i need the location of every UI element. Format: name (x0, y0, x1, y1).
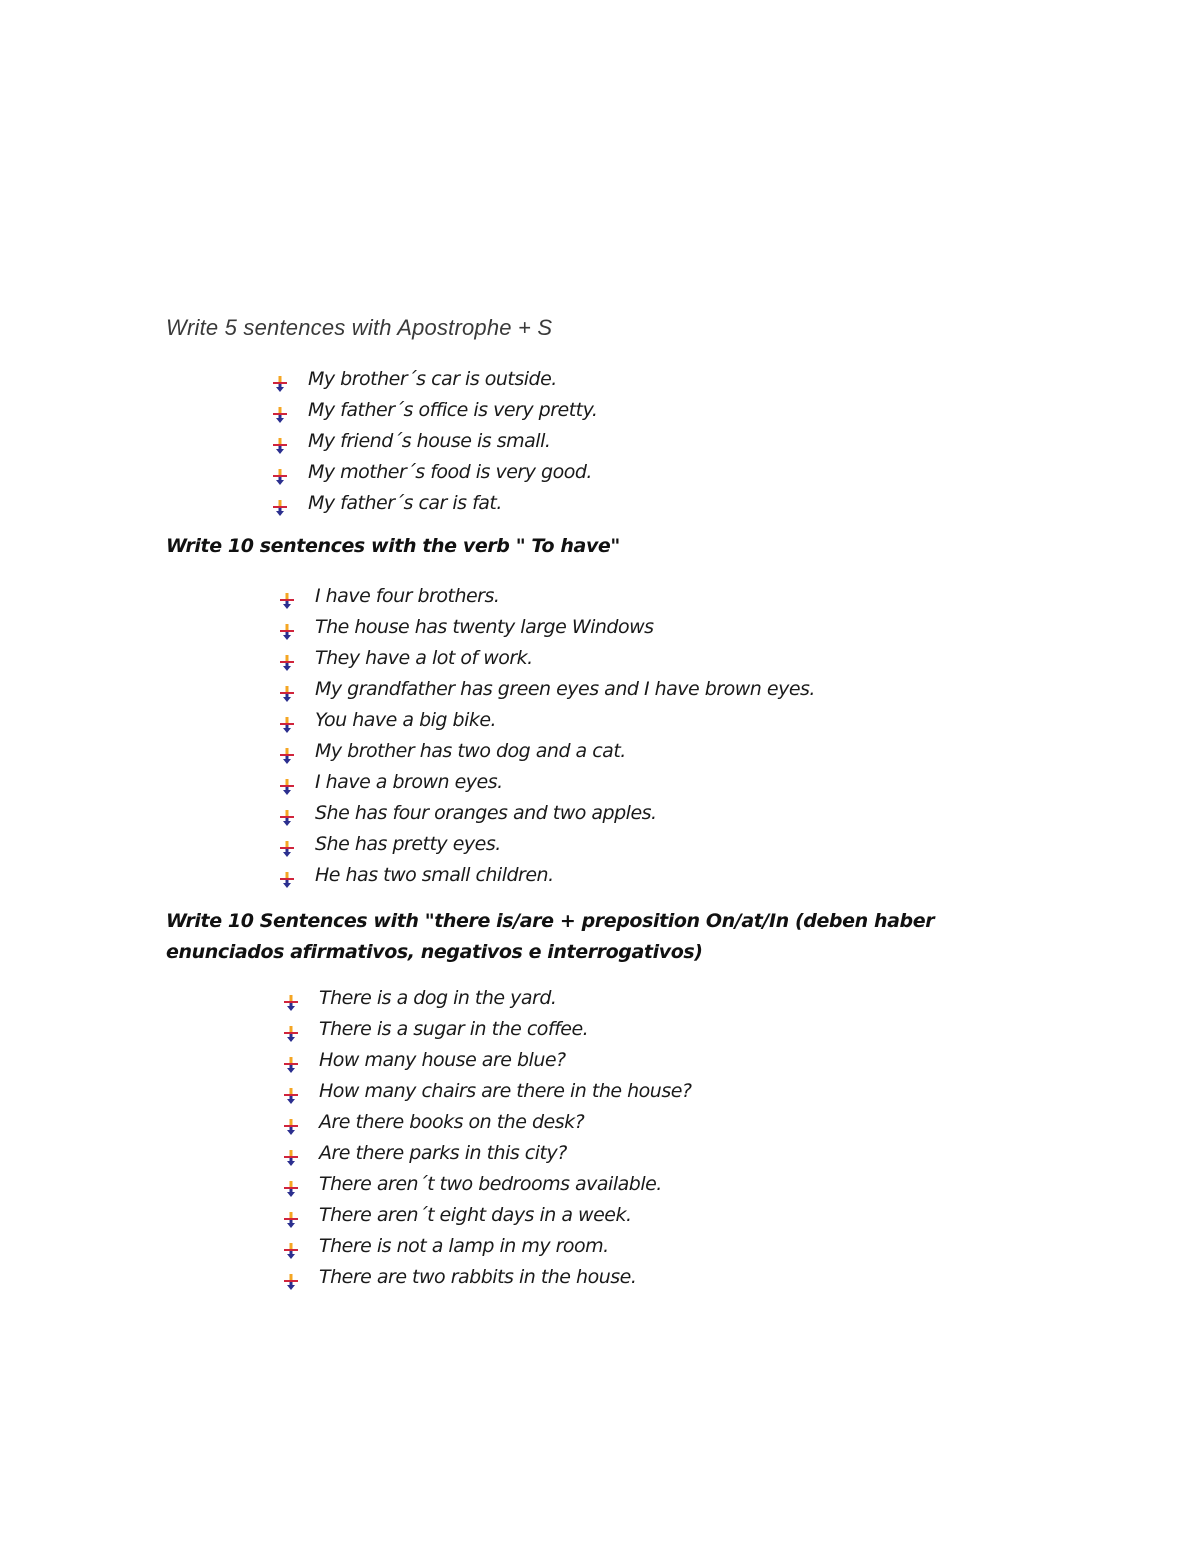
down-arrow-bullet-icon (279, 743, 295, 759)
down-arrow-bullet-icon (283, 1021, 299, 1037)
down-arrow-bullet-icon (283, 1083, 299, 1099)
section-heading-apostrophe: Write 5 sentences with Apostrophe + S (166, 315, 553, 340)
down-arrow-bullet-icon (283, 1052, 299, 1068)
down-arrow-bullet-icon (279, 650, 295, 666)
down-arrow-bullet-icon (272, 433, 288, 449)
down-arrow-bullet-icon (283, 1114, 299, 1130)
down-arrow-bullet-icon (272, 402, 288, 418)
down-arrow-bullet-icon (283, 1238, 299, 1254)
document-page: Write 5 sentences with Apostrophe + S My brother´s car is outside. My father´s office is very pretty. My friend´s house is small. My mother´s food is very good. My father´s car is fat. Write 10 sentences with the verb " To have" I have four brothers. The house has twenty large Windows They have a lot of work. My grandfather has green eyes and I have brown eyes. You have a big bike. My brother has two dog and a cat. I have a brown eyes. She has four oranges and two apples. She has pretty eyes. He has two small children. Write 10 Sentences with "there is/are + preposition On/at/In (deben haber enunciados afirmativos, negativos e interrogativos) There is a dog in the yard. There is a sugar in the coffee. How many house are blue? How many chairs are there in the house? Are there books on the desk? Are there parks in this city? There aren´t two bedrooms available. There aren´t eight days in a week. There is not a lamp in my room. There are two rabbits in the house. (0, 0, 1200, 1553)
down-arrow-bullet-icon (272, 464, 288, 480)
down-arrow-bullet-icon (283, 1145, 299, 1161)
down-arrow-bullet-icon (279, 619, 295, 635)
down-arrow-bullet-icon (272, 371, 288, 387)
section-heading-there-is-are: Write 10 Sentences with "there is/are + preposition On/at/In (deben haber enunciados afirmativos, negativos e interrogativos) (166, 910, 935, 963)
down-arrow-bullet-icon (283, 1207, 299, 1223)
down-arrow-bullet-icon (283, 990, 299, 1006)
down-arrow-bullet-icon (279, 805, 295, 821)
down-arrow-bullet-icon (279, 867, 295, 883)
down-arrow-bullet-icon (279, 774, 295, 790)
down-arrow-bullet-icon (279, 681, 295, 697)
section-heading-to-have: Write 10 sentences with the verb " To have" (166, 535, 620, 557)
down-arrow-bullet-icon (283, 1176, 299, 1192)
down-arrow-bullet-icon (283, 1269, 299, 1285)
down-arrow-bullet-icon (279, 712, 295, 728)
down-arrow-bullet-icon (279, 836, 295, 852)
down-arrow-bullet-icon (279, 588, 295, 604)
down-arrow-bullet-icon (272, 495, 288, 511)
